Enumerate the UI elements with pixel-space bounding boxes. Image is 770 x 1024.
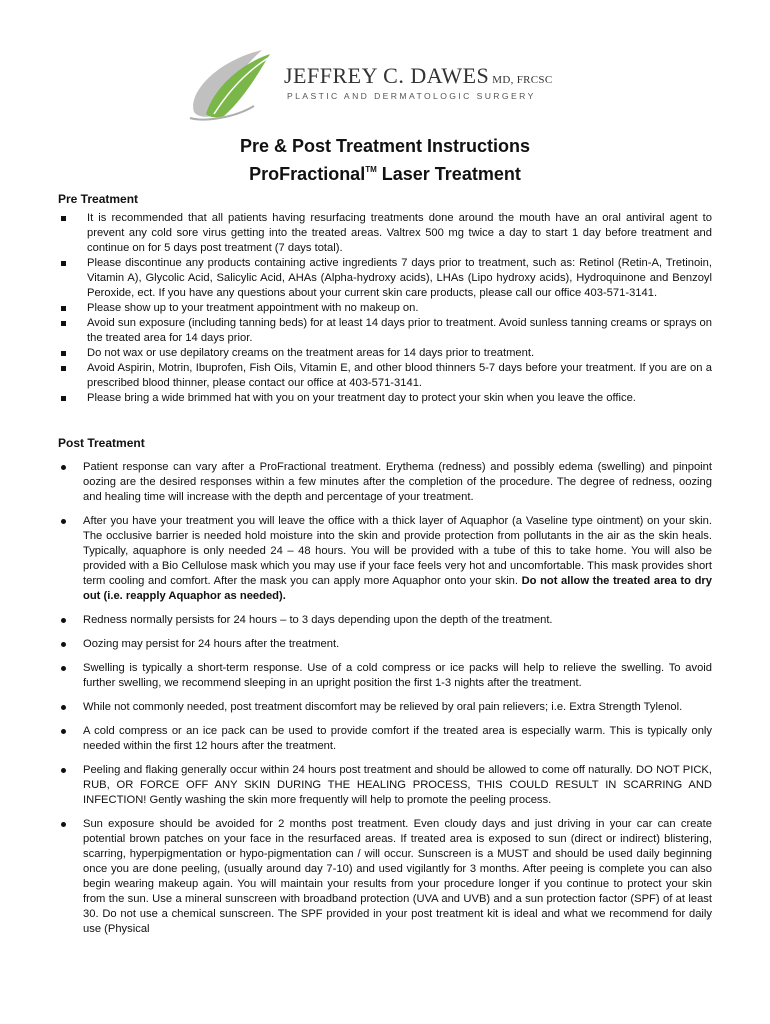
list-item-text: Oozing may persist for 24 hours after the treatment. bbox=[83, 638, 340, 650]
pre-treatment-heading: Pre Treatment bbox=[58, 192, 139, 206]
square-bullet-icon bbox=[61, 366, 66, 371]
list-item bbox=[58, 361, 712, 391]
list-item-text: Do not wax or use depilatory creams on the treatment areas for 14 days prior to treatment. bbox=[87, 347, 535, 359]
list-item bbox=[58, 724, 712, 754]
list-item-text: Swelling is typically a short-term response. Use of a cold compress or ice packs will help to relieve the swelling. To avoid further swelling, we recommend sleeping in an upright position the first 1-3 nights after the treatment. bbox=[83, 662, 712, 689]
list-item bbox=[58, 613, 712, 628]
list-item bbox=[58, 211, 712, 256]
logo-name-text: JEFFREY C. DAWES bbox=[284, 63, 490, 88]
trademark-symbol: TM bbox=[365, 165, 377, 174]
pre-treatment-list bbox=[58, 211, 712, 406]
square-bullet-icon bbox=[61, 351, 66, 356]
list-item bbox=[58, 256, 712, 301]
post-treatment-heading: Post Treatment bbox=[58, 436, 145, 450]
round-bullet-icon bbox=[61, 822, 66, 827]
list-item-text: Please show up to your treatment appointment with no makeup on. bbox=[87, 302, 419, 314]
list-item-text: Please bring a wide brimmed hat with you on your treatment day to protect your skin when you leave the office. bbox=[87, 392, 636, 404]
list-item bbox=[58, 817, 712, 937]
list-item-text: Sun exposure should be avoided for 2 months post treatment. Even cloudy days and just driving in your car can create potential brown patches on your face in the resurfaced areas. If treated area is exposed to sun (direct or indirect) blistering, scarring, hyperpigmentation or hypo-pigmentation can / will occur. Sunscreen is a MUST and should be used daily beginning once you are done peeling, (usually around day 7-10) and used vigilantly for 3 months. After peeing is complete you can also begin wearing makeup again. You will maintain your results from your procedure longer if you continue to protect your skin from the sun. Use a mineral sunscreen with broadband protection (UVA and UVB) and a sun protection factor (SPF) of at least 30. Do not use a chemical sunscreen. The SPF provided in your post treatment kit is ideal and what we recommend for daily use (Physical bbox=[83, 818, 712, 935]
document-subtitle bbox=[0, 164, 770, 185]
square-bullet-icon bbox=[61, 321, 66, 326]
list-item bbox=[58, 700, 712, 715]
list-item-text: Please discontinue any products containing active ingredients 7 days prior to treatment, such as: Retinol (Retin-A, Tretinoin, Vitamin A), Glycolic Acid, Salicylic Acid, AHAs (Alpha-hydroxy acids), LHAs (Lipo hydroxy acids), Hydroquinone and Benzoyl Peroxide, ect. If you have any questions about your current skin care products, please call our office 403-571-3141. bbox=[87, 257, 712, 299]
round-bullet-icon bbox=[61, 519, 66, 524]
round-bullet-icon bbox=[61, 618, 66, 623]
subtitle-prefix: ProFractional bbox=[249, 164, 366, 184]
document-title: Pre & Post Treatment Instructions bbox=[239, 136, 531, 156]
list-item-emphasis: Do not allow the treated area to dry out (i.e. reapply Aquaphor as needed). bbox=[83, 575, 712, 602]
round-bullet-icon bbox=[61, 768, 66, 773]
list-item bbox=[58, 301, 712, 316]
list-item bbox=[58, 460, 712, 505]
list-item-text: After you have your treatment you will leave the office with a thick layer of Aquaphor (a Vaseline type ointment) on your skin. The occlusive barrier is needed hold moisture into the skin and provide protection from pollutants in the air as the skin heals. Typically, aquaphore is only needed 24 – 48 hours. You will be provided with a tube of this to take home. You will also be provided with a Bio Cellulose mask which you may use if your face feels very hot and uncomfortable. This mask provides short term cooling and comfort. After the mask you can apply more Aquaphor onto your skin. bbox=[83, 515, 712, 587]
clinic-logo bbox=[184, 44, 553, 124]
list-item bbox=[58, 316, 712, 346]
square-bullet-icon bbox=[61, 306, 66, 311]
logo-name bbox=[284, 63, 552, 89]
round-bullet-icon bbox=[61, 666, 66, 671]
list-item-text: While not commonly needed, post treatment discomfort may be relieved by oral pain relievers; i.e. Extra Strength Tylenol. bbox=[83, 701, 683, 713]
logo-credentials: MD, FRCSC bbox=[492, 74, 553, 86]
list-item-text: A cold compress or an ice pack can be used to provide comfort if the treated area is especially warm. This is typically only needed within the first 12 hours after the treatment. bbox=[83, 725, 712, 752]
square-bullet-icon bbox=[61, 261, 66, 266]
list-item-text: Redness normally persists for 24 hours – to 3 days depending upon the depth of the treatment. bbox=[83, 614, 553, 626]
round-bullet-icon bbox=[61, 465, 66, 470]
leaf-logo-icon bbox=[184, 44, 284, 124]
round-bullet-icon bbox=[61, 729, 66, 734]
list-item-text: It is recommended that all patients having resurfacing treatments done around the mouth have an oral antiviral agent to prevent any cold sore virus getting into the treated areas. Valtrex 500 mg twice a day to start 1 day before treatment and continue on for 5 days post treatment (7 days total). bbox=[87, 212, 712, 254]
list-item bbox=[58, 514, 712, 604]
post-treatment-list bbox=[58, 460, 712, 946]
list-item bbox=[58, 637, 712, 652]
list-item bbox=[58, 391, 712, 406]
list-item bbox=[58, 763, 712, 808]
square-bullet-icon bbox=[61, 396, 66, 401]
list-item-text: Peeling and flaking generally occur within 24 hours post treatment and should be allowed to come off naturally. DO NOT PICK, RUB, OR FORCE OFF ANY SKIN DURING THE HEALING PROCESS, THIS COULD RESULT IN SCARRING AND INFECTION! Gently washing the skin more frequently will help to promote the peeling process. bbox=[83, 764, 712, 806]
list-item-text: Avoid sun exposure (including tanning beds) for at least 14 days prior to treatment. Avoid sunless tanning creams or sprays on the treated area for 14 days prior. bbox=[87, 317, 712, 344]
list-item bbox=[58, 661, 712, 691]
subtitle-suffix: Laser Treatment bbox=[376, 164, 521, 184]
list-item-text: Patient response can vary after a ProFractional treatment. Erythema (redness) and possibly edema (swelling) and pinpoint oozing are the desired responses within a few minutes after the completion of the procedure. The degree of redness, oozing and healing time will increase with the depth and percentage of your treatment. bbox=[83, 461, 712, 503]
round-bullet-icon bbox=[61, 642, 66, 647]
square-bullet-icon bbox=[61, 216, 66, 221]
list-item bbox=[58, 346, 712, 361]
list-item-text: Avoid Aspirin, Motrin, Ibuprofen, Fish Oils, Vitamin E, and other blood thinners 5-7 days before your treatment. If you are on a prescribed blood thinner, please contact our office at 403-571-3141. bbox=[87, 362, 712, 389]
round-bullet-icon bbox=[61, 705, 66, 710]
logo-subtitle: PLASTIC AND DERMATOLOGIC SURGERY bbox=[287, 91, 536, 101]
